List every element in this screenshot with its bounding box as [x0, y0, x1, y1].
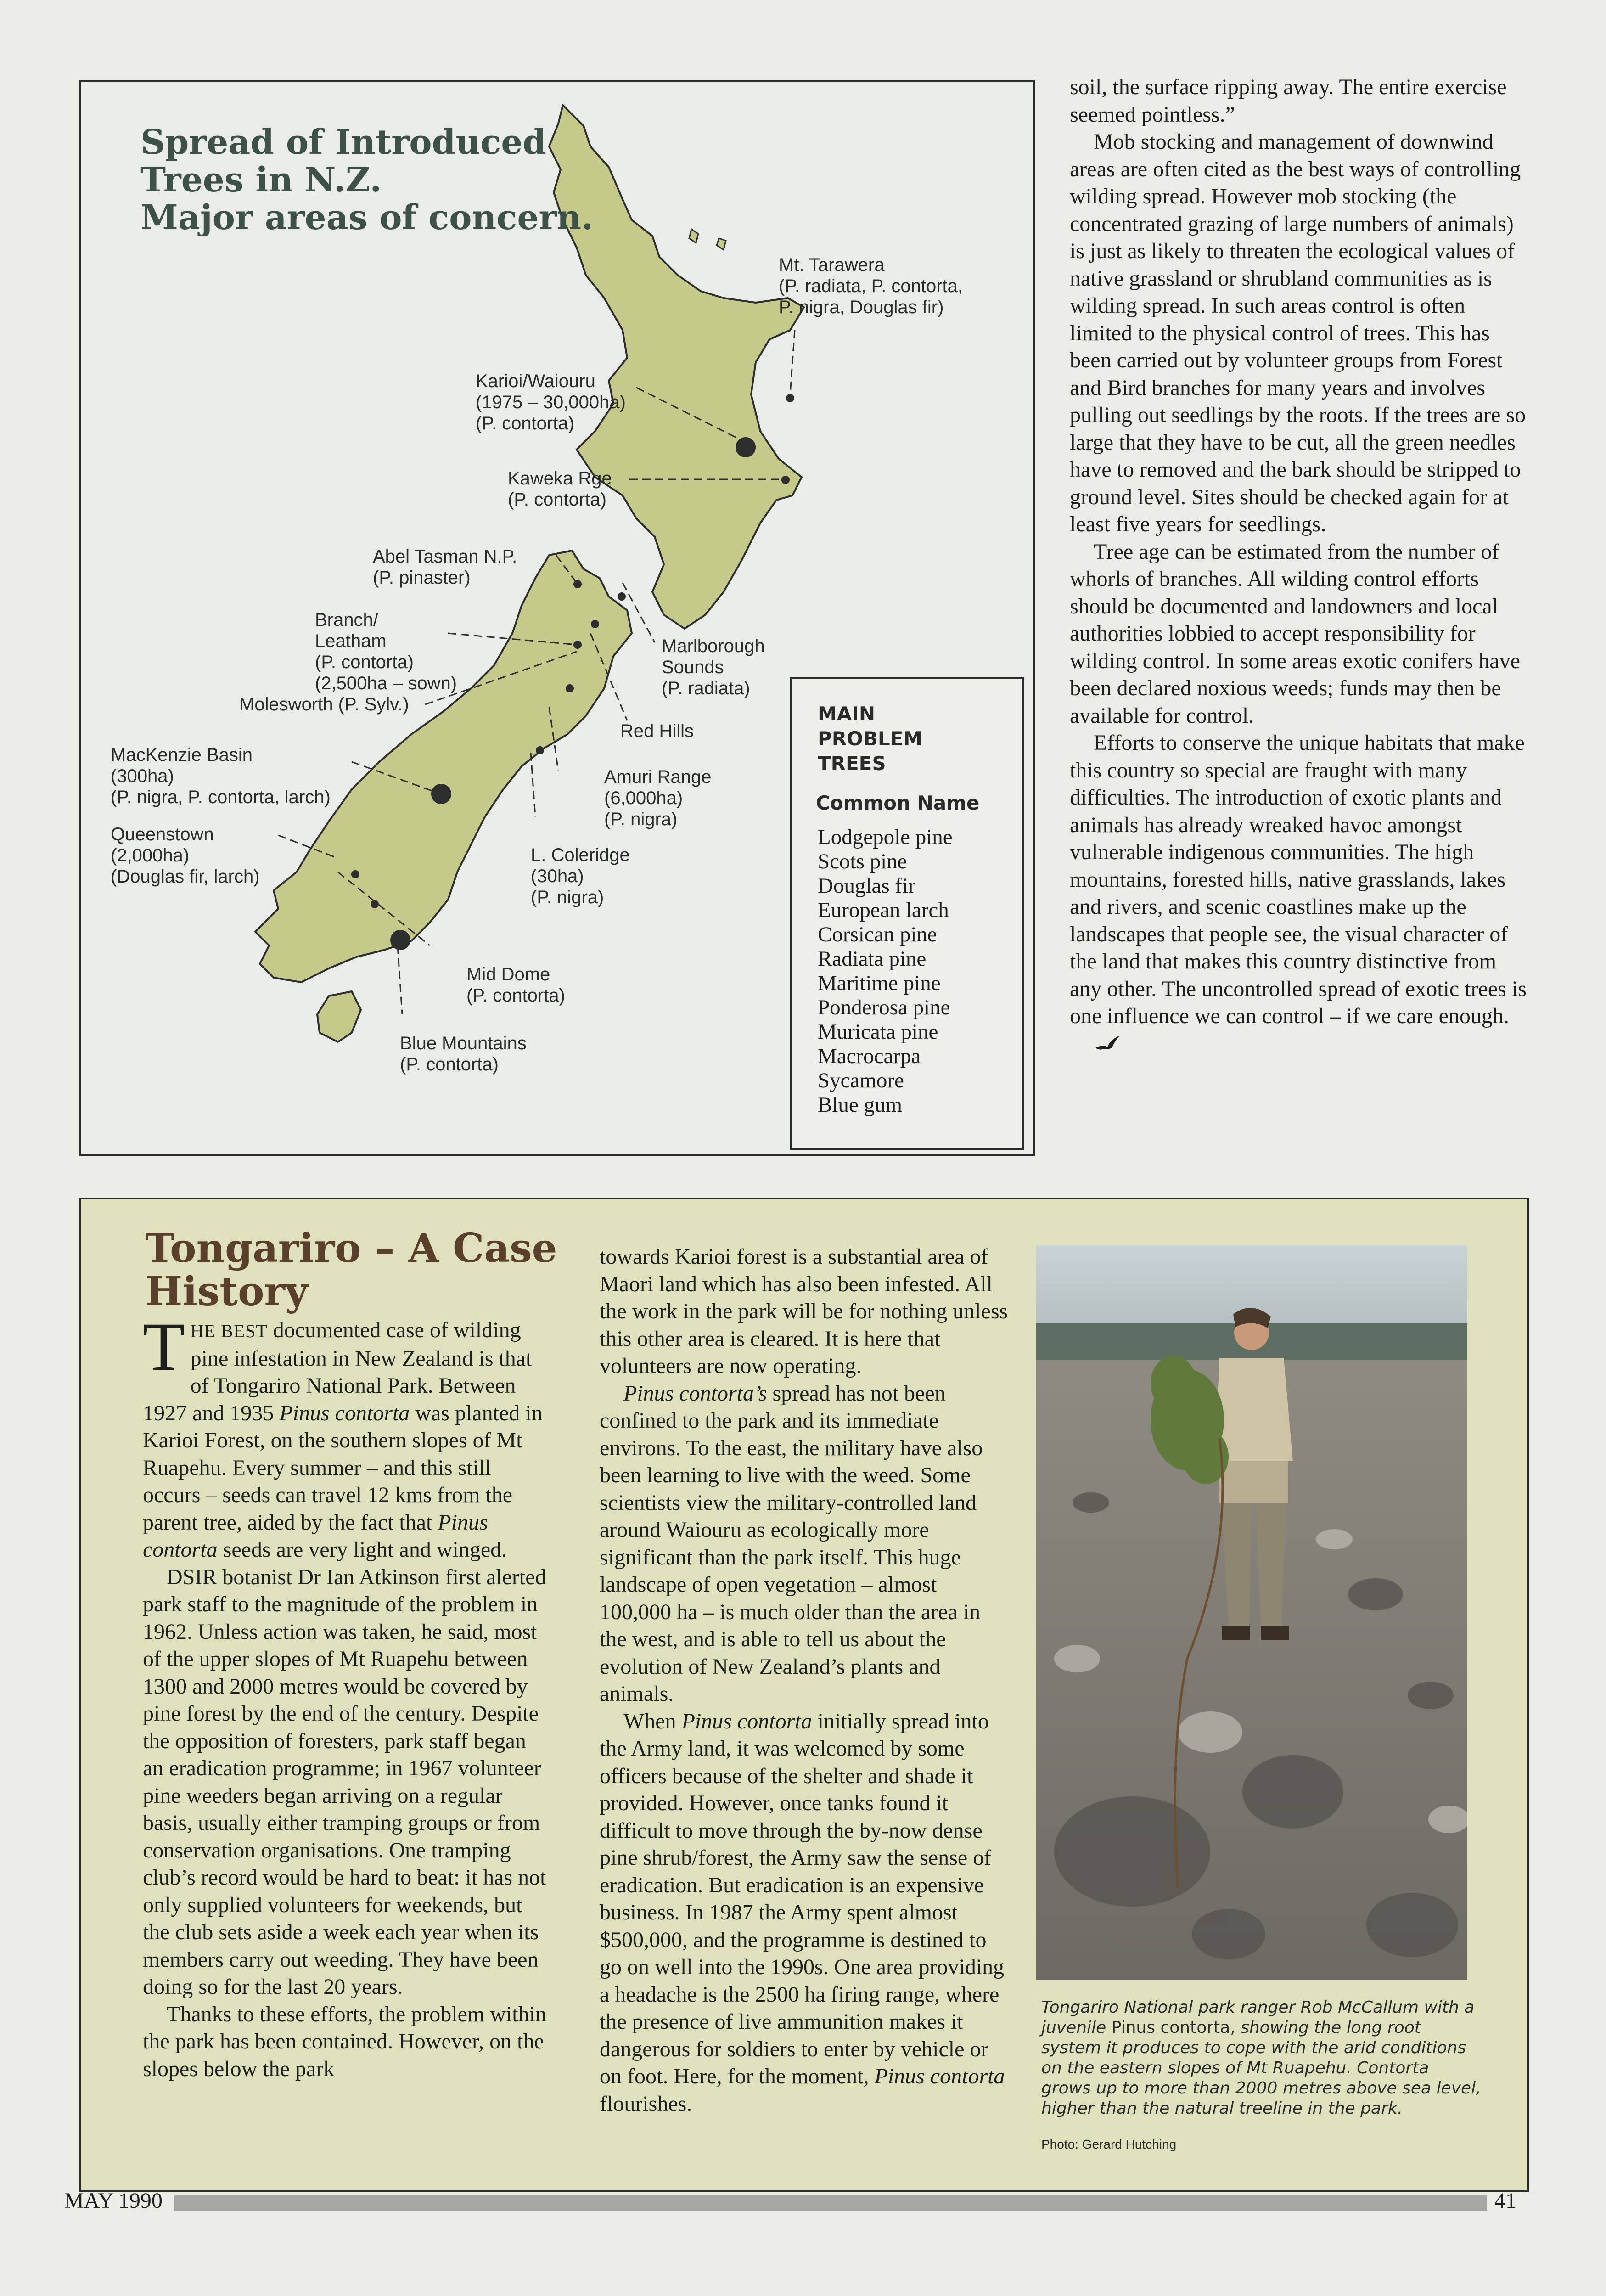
paragraph: Thanks to these efforts, the problem within the park has been contained. However, on the slopes below the park — [143, 2002, 546, 2081]
paragraph: Mob stocking and management of downwind areas are often cited as the best ways of controlling wilding spread. However mob stocking (the concentrated grazing of large numbers of animals) is just as likely to threaten the ecological values of native grassland or shrubland communities as is wilding spread. In such areas control is often limited to the physical control of trees. This has been carried out by volunteer groups from Forest and Bird branches for many years and involves pulling out seedlings by the roots. If the trees are so large that they have to be cut, all the green needles have to removed and the bark should be stripped to ground level. Sites should be checked again for at least five years for seedlings. — [1070, 129, 1526, 536]
label-molesworth: Molesworth (P. Sylv.) — [239, 694, 409, 715]
label-coleridge: L. Coleridge (30ha) (P. nigra) — [531, 845, 630, 907]
label-queenstown: Queenstown (2,000ha) (Douglas fir, larch) — [111, 824, 260, 887]
label-red-hills: Red Hills — [620, 721, 694, 741]
tree-item: European larch — [818, 898, 949, 922]
tree-item: Maritime pine — [818, 971, 941, 995]
paragraph: Tree age can be estimated from the number of whorls of branches. All wilding control efforts should be documented and landowners and local authorities lobbied to accept responsibility for wilding control. In some areas exotic conifers have been declared noxious weeds; funds may then be available for control. — [1070, 539, 1520, 728]
photo-credit: Photo: Gerard Hutching — [1041, 2137, 1177, 2151]
tree-item: Muricata pine — [818, 1020, 938, 1044]
paragraph: When Pinus contorta initially spread into the Army land, it was welcomed by some officers because of the shelter and shade it provided. However, once tanks found it difficult to move through the by-now dense pine shrub/forest, the Army saw the sense of eradication. But eradication is an expensive business. In 1987 the Army spent almost $500,000, and the programme is destined to go on well into the 1990s. One area providing a headache is the 2500 ha firing range, where the presence of live ammunition makes it dangerous for soldiers to enter by vehicle or on foot. Here, for the moment, Pinus contorta flourishes. — [600, 1709, 1005, 2116]
tree-item: Blue gum — [818, 1093, 903, 1117]
paragraph: Efforts to conserve the unique habitats that make this country so special are fraught with many difficulties. The introduction of exotic plants and animals has already wreaked havoc amongst vulnerable indigenous communities. The high mountains, forested hills, native grasslands, lakes and rivers, and scenic coastlines make up the landscapes that people see, the visual character of the land that makes this country distinctive from any other. The uncontrolled spread of exotic trees is one influence we can control – if we care enough. — [1070, 729, 1529, 1059]
label-branch-leatham: Branch/ Leatham (P. contorta) (2,500ha – sown) — [315, 610, 457, 693]
case-column-1 — [143, 1309, 547, 2082]
case-column-2 — [600, 1243, 1011, 2117]
paragraph: Pinus contorta’s spread has not been confined to the park and its immediate environs. To the east, the military have also been learning to live with the weed. Some scientists view the military-controlled land around Waiouru as ecologically more significant than the park itself. This huge landscape of open vegetation – almost 100,000 ha – is much older than the area in the west, and is able to tell us about the evolution of New Zealand’s plants and animals. — [600, 1381, 983, 1706]
tree-item: Douglas fir — [818, 874, 915, 898]
label-marlborough: Marlborough Sounds (P. radiata) — [662, 636, 765, 698]
tree-item: Ponderosa pine — [818, 996, 950, 1019]
paragraph: towards Karioi forest is a substantial area of Maori land which has also been infested. All the work in the park will be for nothing unless this other area is cleared. It is here that volunteers are now operating. — [600, 1244, 1008, 1378]
trees-list — [818, 825, 1022, 1117]
tree-item: Sycamore — [818, 1069, 904, 1092]
case-history-title: Tongariro – A Case History — [145, 1225, 557, 1315]
bird-end-mark-icon — [1070, 1032, 1121, 1059]
tree-item: Corsican pine — [818, 923, 937, 946]
drop-cap: T — [143, 1309, 185, 1385]
label-blue-mountains: Blue Mountains (P. contorta) — [400, 1033, 527, 1075]
trees-subheading: Common Name — [816, 792, 980, 814]
stewart-island — [317, 991, 361, 1042]
map-title: Spread of Introduced Trees in N.Z. Major areas of concern. — [140, 123, 593, 237]
case-history-box — [79, 1198, 1529, 2192]
label-kaweka: Kaweka Rge (P. contorta) — [508, 468, 612, 510]
trees-heading: MAIN PROBLEM TREES — [818, 703, 923, 775]
label-mackenzie: MacKenzie Basin (300ha) (P. nigra, P. contorta, larch) — [111, 745, 331, 807]
label-mid-dome: Mid Dome (P. contorta) — [466, 964, 565, 1006]
paragraph: soil, the surface ripping away. The entire exercise seemed pointless.” — [1070, 75, 1507, 127]
ranger-photo — [1036, 1245, 1467, 1980]
label-tarawera: Mt. Tarawera (P. radiata, P. contorta, P. nigra, Douglas fir) — [779, 255, 963, 317]
label-karioi: Karioi/Waiouru (1975 – 30,000ha) (P. contorta) — [476, 371, 626, 433]
article-right-column — [1070, 73, 1529, 1059]
paragraph: DSIR botanist Dr Ian Atkinson first alerted park staff to the magnitude of the problem in 1962. Unless action was taken, he said, most of the upper slopes of Mt Ruapehu between 1300 and 2000 metres would be covered by pine forest by the end of the century. Despite the opposition of foresters, park staff began an eradication programme; in 1967 volunteer pine weeders began arriving on a regular basis, usually either tramping groups or from conservation organisations. One tramping club’s record would be hard to beat: it has not only supplied volunteers for weekends, but the club sets aside a week each year when its members carry out weeding. They have been doing so for the last 20 years. — [143, 1564, 546, 1999]
tree-item: Lodgepole pine — [818, 825, 953, 849]
tree-item: Radiata pine — [818, 947, 927, 971]
label-abel-tasman: Abel Tasman N.P. (P. pinaster) — [373, 546, 517, 588]
footer-rule — [174, 2195, 1487, 2211]
paragraph: THE BEST documented case of wilding pine infestation in New Zealand is that of Tongariro National Park. Between 1927 and 1935 Pinus contorta was planted in Karioi Forest, on the southern slopes of Mt Ruapehu. Every summer – and this still occurs – seeds can travel 12 kms from the parent tree, aided by the fact that Pinus contorta seeds are very light and winged. — [143, 1309, 543, 1562]
map-panel — [79, 80, 1035, 1156]
photo-caption: Tongariro National park ranger Rob McCallum with a juvenile Pinus contorta, showing the long root system it produces to cope with the arid conditions on the eastern slopes of Mt Ruapehu. Contorta grows up to more than 2000 metres above sea level, higher than the natural treeline in the park. — [1041, 1998, 1481, 2118]
page-number: 41 — [1494, 2189, 1516, 2213]
label-amuri: Amuri Range (6,000ha) (P. nigra) — [604, 767, 712, 829]
footer-issue: MAY 1990 — [64, 2189, 163, 2213]
tree-item: Scots pine — [818, 850, 907, 873]
main-problem-trees-box — [790, 677, 1024, 1150]
tree-item: Macrocarpa — [818, 1044, 921, 1068]
